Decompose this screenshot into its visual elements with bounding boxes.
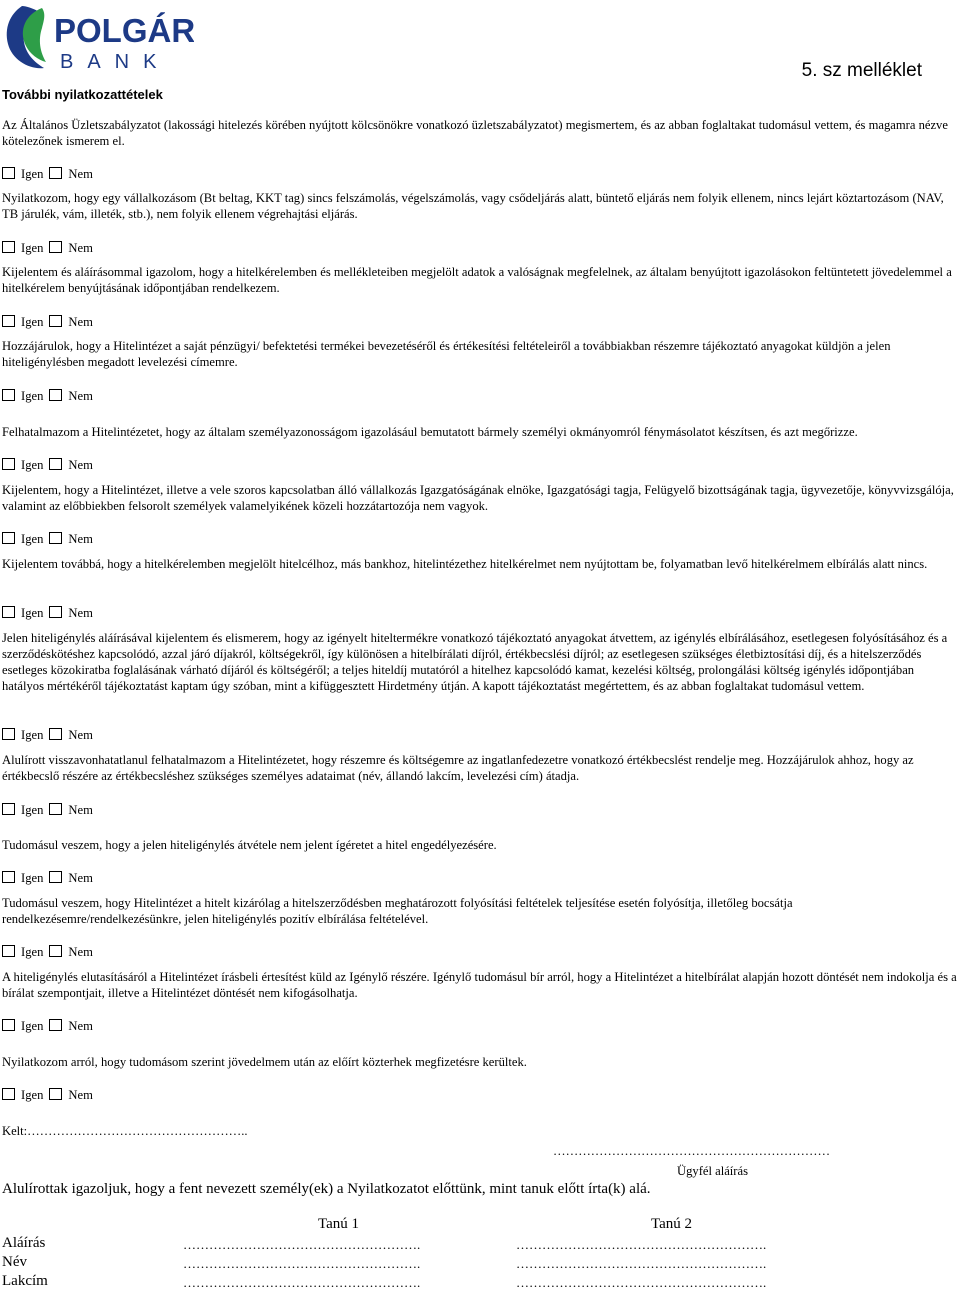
yes-label: Igen [21,1088,44,1102]
no-checkbox[interactable] [49,1088,62,1100]
no-checkbox[interactable] [49,315,62,327]
yes-checkbox[interactable] [2,1019,15,1031]
yes-checkbox[interactable] [2,871,15,883]
witness1-address-field[interactable]: ………………………………………………. [183,1275,421,1290]
witness2-signature-field[interactable]: …………………………………………………. [516,1237,767,1252]
yes-no-choice [2,605,99,621]
yes-label: Igen [21,606,44,620]
no-checkbox[interactable] [49,945,62,957]
yes-no-choice [2,727,99,743]
row-label-signature: Aláírás [2,1235,46,1251]
no-checkbox[interactable] [49,241,62,253]
no-checkbox[interactable] [49,389,62,401]
no-label: Nem [68,728,93,742]
yes-checkbox[interactable] [2,728,15,740]
no-label: Nem [68,167,93,181]
yes-no-choice [2,166,99,182]
yes-label: Igen [21,871,44,885]
yes-label: Igen [21,945,44,959]
yes-no-choice [2,1018,99,1034]
no-label: Nem [68,803,93,817]
signature-label: Ügyfél aláírás [677,1164,748,1178]
no-checkbox[interactable] [49,167,62,179]
witness1-name-field[interactable]: ………………………………………………. [183,1256,421,1271]
no-label: Nem [68,1088,93,1102]
yes-no-choice [2,944,99,960]
yes-no-choice [2,314,99,330]
row-label-address: Lakcím [2,1273,48,1289]
yes-label: Igen [21,1019,44,1033]
statement-text: Tudomásul veszem, hogy a jelen hiteligénylés átvétele nem jelent ígéretet a hitel engedélyezésére. [2,838,497,852]
yes-label: Igen [21,241,44,255]
witness2-address-field[interactable]: …………………………………………………. [516,1275,767,1290]
polgari-bank-logo [4,4,194,76]
yes-label: Igen [21,728,44,742]
yes-checkbox[interactable] [2,1088,15,1100]
yes-no-choice [2,240,99,256]
yes-no-choice [2,1087,99,1103]
yes-no-choice [2,802,99,818]
no-checkbox[interactable] [49,803,62,815]
no-checkbox[interactable] [49,1019,62,1031]
yes-no-choice [2,457,99,473]
no-checkbox[interactable] [49,606,62,618]
yes-checkbox[interactable] [2,458,15,470]
logo-text-polgari: POLGÁRI [54,12,194,49]
statement-text: Nyilatkozom, hogy egy vállalkozásom (Bt beltag, KKT tag) sincs felszámolás, végelszámolás, vagy csődeljárás alatt, büntető eljárás nem folyik ellenem, nincs lejárt köztartozásom (NAV, TB járulék, vám, illeték, stb.), nem folyik ellenem végrehajtási eljárás. [2,191,944,221]
statement-text: Az Általános Üzletszabályzatot (lakossági hitelezés körében nyújtott kölcsönökre vonatkozó üzletszabályzatot) megismertem, és az abban foglaltakat tudomásul vettem, és magamra nézve kötelezőnek ismerem el. [2,118,948,148]
statement-text: Kijelentem, hogy a Hitelintézet, illetve a vele szoros kapcsolatban álló vállalkozás Igazgatóságának elnöke, Igazgatósági tagja, Felügyelő bizottságának tagja, ügyvezetője, könyvvizsgálója, valamint az előbbiekben felsorolt személyek valamelyikének közeli hozzátartozója nem vagyok. [2,483,954,513]
statement-text: Hozzájárulok, hogy a Hitelintézet a saját pénzügyi/ befektetési termékei bevezetéséről és értékesítési feltételeiről a továbbiakban részemre tájékoztató anyagokat küldjön a jelen hiteligénylésben megadott levelezési címemre. [2,339,891,369]
no-label: Nem [68,532,93,546]
no-label: Nem [68,606,93,620]
witness-statement: Alulírottak igazoljuk, hogy a fent nevezett személy(ek) a Nyilatkozatot előttünk, mint tanuk előtt írta(k) alá. [2,1181,651,1197]
statement-text: Kijelentem továbbá, hogy a hitelkérelemben megjelölt hitelcélhoz, más bankhoz, hitelintézethez hitelkérelmet nem nyújtottam be, folyamatban levő hitelkérelmem elbírálás alatt nincs. [2,557,928,571]
witness2-name-field[interactable]: …………………………………………………. [516,1256,767,1271]
yes-checkbox[interactable] [2,315,15,327]
witness1-signature-field[interactable]: ………………………………………………. [183,1237,421,1252]
yes-checkbox[interactable] [2,389,15,401]
no-label: Nem [68,458,93,472]
yes-checkbox[interactable] [2,532,15,544]
yes-label: Igen [21,389,44,403]
yes-checkbox[interactable] [2,606,15,618]
yes-no-choice [2,388,99,404]
statement-text: Nyilatkozom arról, hogy tudomásom szerint jövedelmem után az előírt közterhek megfizetésre kerültek. [2,1055,527,1069]
yes-no-choice [2,870,99,886]
statement-text: Alulírott visszavonhatatlanul felhatalmazom a Hitelintézetet, hogy részemre és költségemre az ingatlanfedezetre vonatkozó értékbecslést rendelje meg. Hozzájárulok ahhoz, hogy az értékbecslő részére az értékbecsléshez szükséges személyes adataimat (név, állandó lakcím, levelezési cím) átadja. [2,753,914,783]
date-place-field[interactable]: Kelt:…………………………………………….. [2,1124,248,1138]
signature-line[interactable]: ………………………………………………………… [553,1144,831,1158]
no-label: Nem [68,241,93,255]
no-label: Nem [68,389,93,403]
statement-text: Kijelentem és aláírásommal igazolom, hogy a hitelkérelemben és mellékleteiben megjelölt adatok a valóságnak megfelelnek, az általam benyújtott igazolásokon feltüntetett jövedelemmel a hitelkérelem benyújtásának időpontjában rendelkezem. [2,265,952,295]
no-checkbox[interactable] [49,532,62,544]
no-label: Nem [68,871,93,885]
yes-label: Igen [21,458,44,472]
statement-text: Jelen hiteligénylés aláírásával kijelentem és elismerem, hogy az igényelt hiteltermékre vonatkozó tájékoztató anyagokat átvettem, az igénylés elbírálásához, esetlegesen folyósításához és a szerződéskötéshez kapcsolódó, azzal járó díjakról, költségekről, így különösen a hitelbírálati díjról, értékbecslési díjról; az esetlegesen szükséges életbiztosítási díj, és a hitelszerződés esetleges közokiratba foglalásának várható díjáról és költségéről; a teljes hiteldíj mutatóról a hitelhez kapcsolódó kamat, kezelési költség, prolongálási költség igénylés időpontjában hatályos mértékéről tájékoztatást kaptam úgy szóban, mint a kifüggesztett Hirdetmény útján. A kapott tájékoztatást megértettem, és az abban foglaltakat tudomásul vettem. [2,631,948,693]
yes-checkbox[interactable] [2,167,15,179]
no-checkbox[interactable] [49,458,62,470]
yes-checkbox[interactable] [2,241,15,253]
yes-checkbox[interactable] [2,803,15,815]
row-label-name: Név [2,1254,27,1270]
statement-text: Tudomásul veszem, hogy Hitelintézet a hitelt kizárólag a hitelszerződésben meghatározott folyósítási feltételek teljesítése esetén folyósítja, illetőleg bocsátja rendelkezésemre/rendelkezésünkre, jelen hiteligénylés pozitív elbírálása feltételével. [2,896,793,926]
logo-text-bank: BANK [60,51,171,73]
annex-label: 5. sz melléklet [801,60,922,81]
yes-label: Igen [21,315,44,329]
yes-no-choice [2,531,99,547]
yes-label: Igen [21,803,44,817]
yes-checkbox[interactable] [2,945,15,957]
witness1-header: Tanú 1 [318,1216,360,1232]
statement-text: Felhatalmazom a Hitelintézetet, hogy az általam személyazonosságom igazolásául bemutatott bármely személyi okmányomról fénymásolatot készítsen, és azt megőrizze. [2,425,858,439]
yes-label: Igen [21,167,44,181]
no-checkbox[interactable] [49,871,62,883]
no-checkbox[interactable] [49,728,62,740]
statement-text: A hiteligénylés elutasításáról a Hitelintézet írásbeli értesítést küld az Igénylő részére. Igénylő tudomásul bír arról, hogy a Hitelintézet a hitelbírálat alapján hozott döntését nem indokolja és a bírálat szempontjait, illetve a Hitelintézet döntését nem kifogásolhatja. [2,970,957,1000]
no-label: Nem [68,315,93,329]
yes-label: Igen [21,532,44,546]
no-label: Nem [68,1019,93,1033]
witness2-header: Tanú 2 [651,1216,693,1232]
page-title: További nyilatkozattételek [2,87,163,102]
no-label: Nem [68,945,93,959]
